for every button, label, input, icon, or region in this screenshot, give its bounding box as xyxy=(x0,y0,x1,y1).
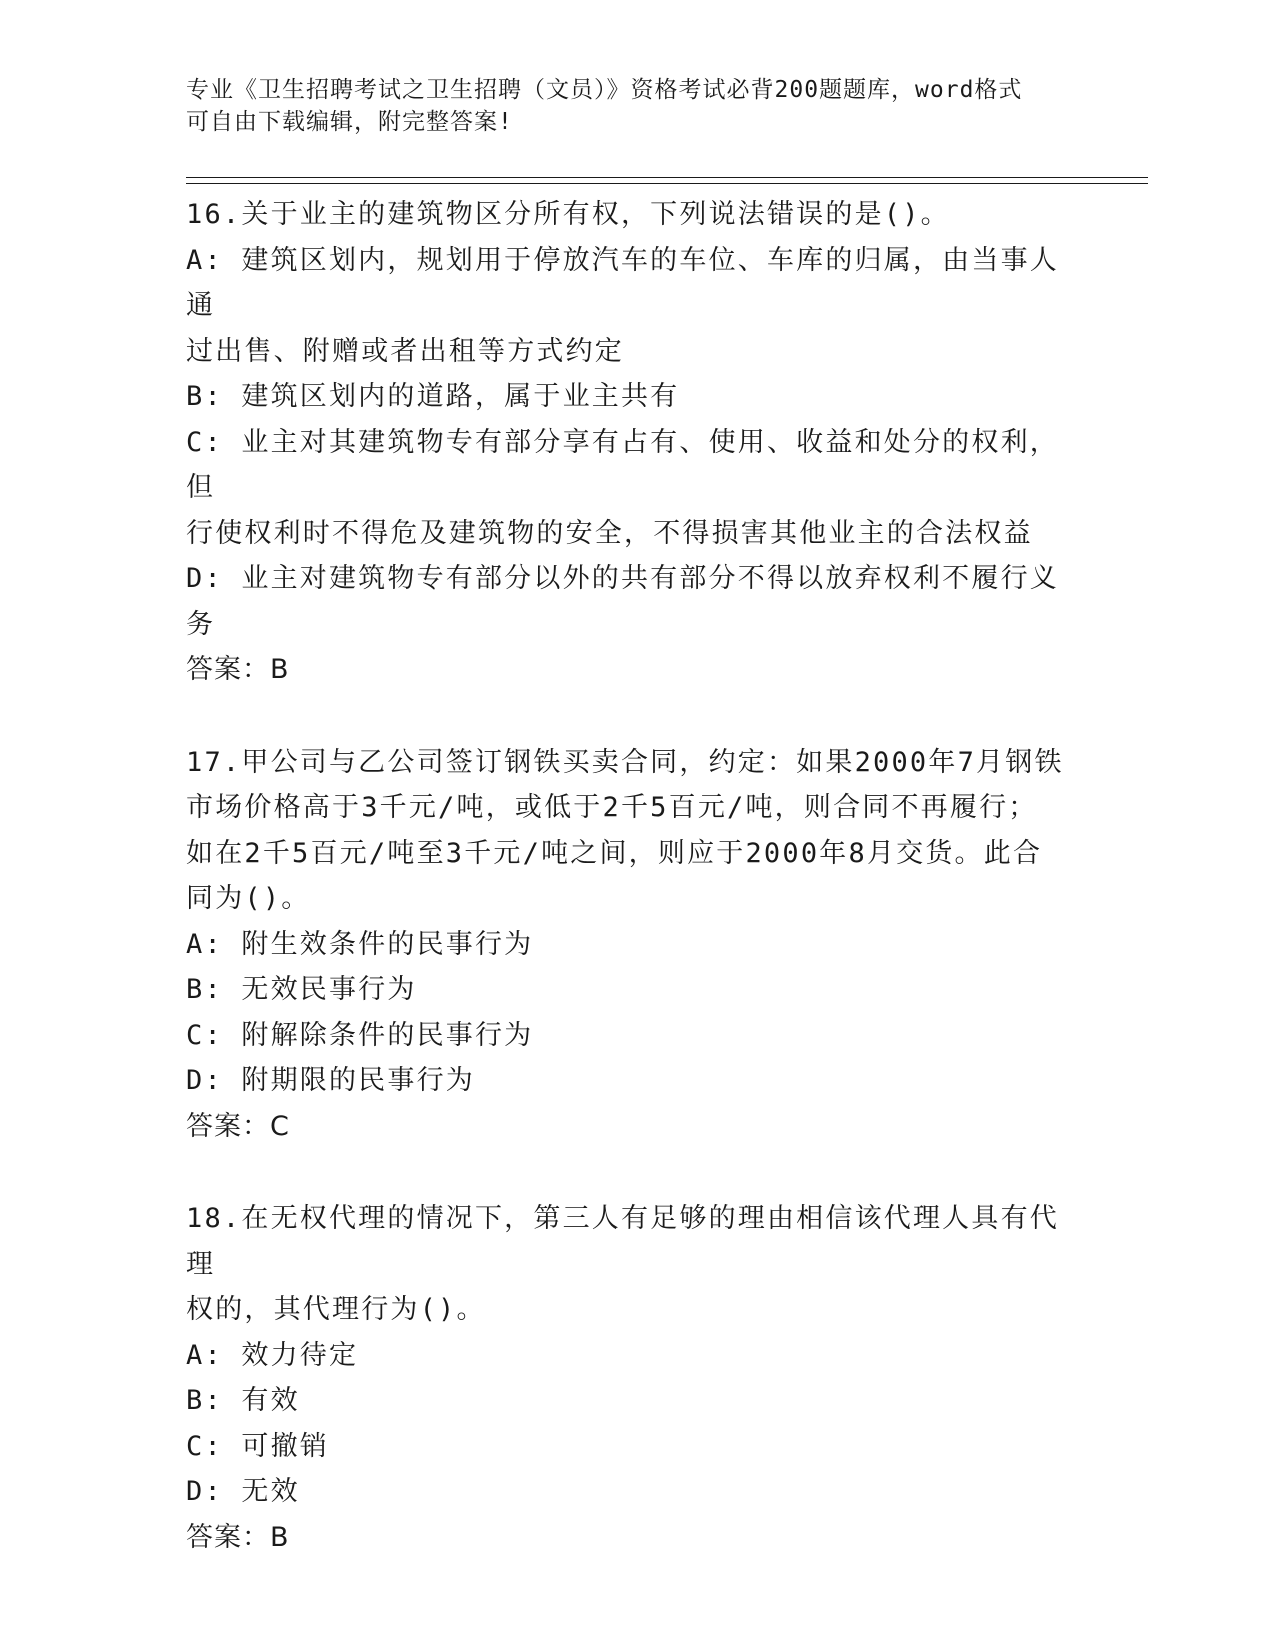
answer-key: 答案：B xyxy=(186,654,290,685)
header-title-line-2: 可自由下载编辑，附完整答案! xyxy=(186,109,513,135)
answer-option xyxy=(186,1333,1086,1379)
question-list xyxy=(186,192,1086,1607)
option-text-line: D: 无效 xyxy=(186,1476,300,1507)
question-stem-line: 16.关于业主的建筑物区分所有权，下列说法错误的是()。 xyxy=(186,199,950,230)
question-stem-line: 市场价格高于3千元/吨，或低于2千5百元/吨，则合同不再履行； xyxy=(186,792,1038,823)
option-text-line: A: 附生效条件的民事行为 xyxy=(186,928,534,960)
option-text-line: 行使权利时不得危及建筑物的安全，不得损害其他业主的合法权益 xyxy=(186,517,1033,549)
answer-option xyxy=(186,238,1086,375)
header-divider-bottom xyxy=(186,183,1148,184)
option-text-line: C: 业主对其建筑物专有部分享有占有、使用、收益和处分的权利，但 xyxy=(186,426,1059,503)
answer-option xyxy=(186,374,1086,420)
option-text-line: B: 无效民事行为 xyxy=(186,974,417,1005)
answer-key: 答案：C xyxy=(186,1110,290,1142)
answer-option xyxy=(186,967,1086,1013)
answer-option xyxy=(186,1378,1086,1424)
option-text-line: D: 业主对建筑物专有部分以外的共有部分不得以放弃权利不履行义务 xyxy=(186,563,1059,640)
answer-option xyxy=(186,1469,1086,1515)
answer-option xyxy=(186,1424,1086,1470)
answer-option xyxy=(186,420,1086,557)
answer-key: 答案：B xyxy=(186,1521,290,1553)
question-stem-line: 权的，其代理行为()。 xyxy=(186,1294,486,1325)
option-text-line: C: 附解除条件的民事行为 xyxy=(186,1019,534,1051)
option-text-line: B: 有效 xyxy=(186,1385,300,1416)
document-header xyxy=(186,74,1066,138)
option-text-line: A: 建筑区划内，规划用于停放汽车的车位、车库的归属，由当事人通 xyxy=(186,244,1059,321)
question-block xyxy=(186,740,1086,1150)
question-block xyxy=(186,1196,1086,1560)
option-text-line: A: 效力待定 xyxy=(186,1339,359,1371)
answer-option xyxy=(186,1013,1086,1059)
answer-option xyxy=(186,1058,1086,1104)
header-title-line-1: 专业《卫生招聘考试之卫生招聘（文员）》资格考试必背200题题库，word格式 xyxy=(186,77,1023,103)
option-text-line: C: 可撤销 xyxy=(186,1430,329,1462)
question-block xyxy=(186,192,1086,693)
question-stem-line: 同为()。 xyxy=(186,883,311,914)
question-stem-line: 如在2千5百元/吨至3千元/吨之间，则应于2000年8月交货。此合 xyxy=(186,837,1043,869)
question-stem-line: 18.在无权代理的情况下，第三人有足够的理由相信该代理人具有代理 xyxy=(186,1203,1059,1280)
answer-option xyxy=(186,922,1086,968)
option-text-line: 过出售、附赠或者出租等方式约定 xyxy=(186,335,624,367)
option-text-line: B: 建筑区划内的道路，属于业主共有 xyxy=(186,381,680,412)
header-divider-top xyxy=(186,177,1148,178)
question-stem-line: 17.甲公司与乙公司签订钢铁买卖合同，约定：如果2000年7月钢铁 xyxy=(186,746,1064,778)
answer-option xyxy=(186,556,1086,647)
option-text-line: D: 附期限的民事行为 xyxy=(186,1065,475,1096)
